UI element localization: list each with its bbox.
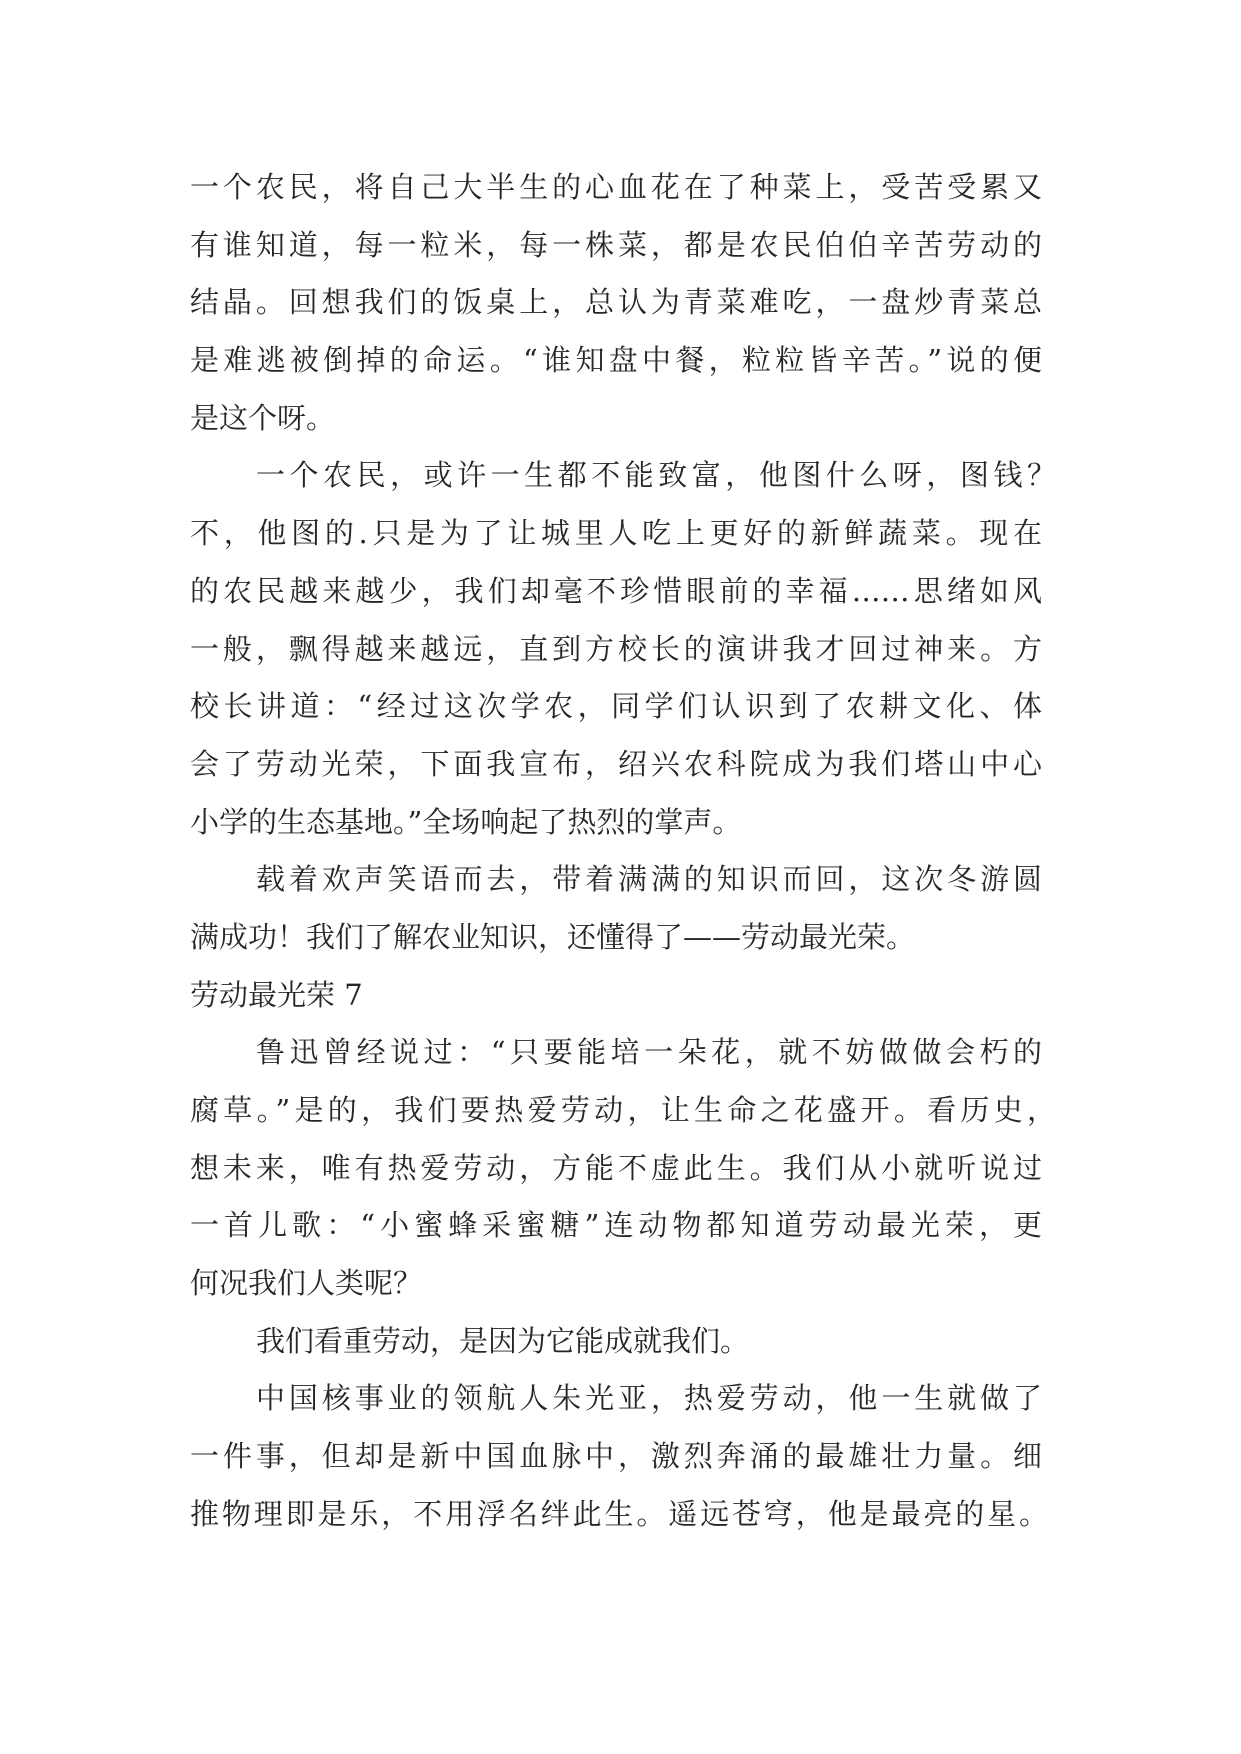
text-line: 满成功！我们了解农业知识，还懂得了——劳动最光荣。	[190, 919, 916, 954]
paragraph	[190, 851, 1070, 966]
text-line: 载着欢声笑语而去，带着满满的知识而回，这次冬游圆	[256, 862, 1042, 897]
paragraph	[190, 447, 1070, 851]
paragraph	[190, 1024, 1070, 1312]
paragraph	[190, 1370, 1070, 1543]
text-line: 校长讲道：“经过这次学农，同学们认识到了农耕文化、体	[190, 689, 1042, 724]
text-line: 一件事，但却是新中国血脉中，激烈奔涌的最雄壮力量。细	[190, 1439, 1042, 1474]
text-line: 中国核事业的领航人朱光亚，热爱劳动，他一生就做了	[256, 1381, 1042, 1416]
text-line: 有谁知道，每一粒米，每一株菜，都是农民伯伯辛苦劳动的	[190, 227, 1042, 262]
text-line: 想未来，唯有热爱劳动，方能不虚此生。我们从小就听说过	[190, 1150, 1042, 1185]
text-line: 一个农民，将自己大半生的心血花在了种菜上，受苦受累又	[190, 170, 1042, 204]
text-line: 的农民越来越少，我们却毫不珍惜眼前的幸福……思绪如风	[190, 573, 1042, 608]
document-body	[190, 159, 1070, 1544]
text-line: 一首儿歌：“小蜜蜂采蜜糖”连动物都知道劳动最光荣，更	[190, 1208, 1042, 1243]
section-heading: 劳动最光荣 7	[190, 977, 363, 1012]
text-line: 何况我们人类呢？	[190, 1266, 423, 1301]
paragraph	[190, 1313, 1070, 1371]
text-line: 一般，飘得越来越远，直到方校长的演讲我才回过神来。方	[190, 631, 1042, 666]
text-line: 腐草。”是的，我们要热爱劳动，让生命之花盛开。看历史，	[190, 1093, 1056, 1127]
text-line: 鲁迅曾经说过：“只要能培一朵花，就不妨做做会朽的	[256, 1035, 1042, 1070]
text-line: 会了劳动光荣，下面我宣布，绍兴农科院成为我们塔山中心	[190, 746, 1042, 781]
text-line: 推物理即是乐，不用浮名绊此生。遥远苍穹，他是最亮的星。	[190, 1496, 1048, 1531]
text-line: 是这个呀。	[190, 400, 336, 435]
text-line: 一个农民，或许一生都不能致富，他图什么呀，图钱？	[256, 458, 1056, 493]
text-line: 是难逃被倒掉的命运。“谁知盘中餐，粒粒皆辛苦。”说的便	[190, 343, 1042, 378]
text-line: 结晶。回想我们的饭桌上，总认为青菜难吃，一盘炒青菜总	[190, 285, 1042, 320]
text-line: 不，他图的.只是为了让城里人吃上更好的新鲜蔬菜。现在	[190, 516, 1042, 551]
text-line: 我们看重劳动，是因为它能成就我们。	[256, 1323, 750, 1358]
text-line: 小学的生态基地。”全场响起了热烈的掌声。	[190, 804, 742, 839]
paragraph	[190, 159, 1070, 447]
